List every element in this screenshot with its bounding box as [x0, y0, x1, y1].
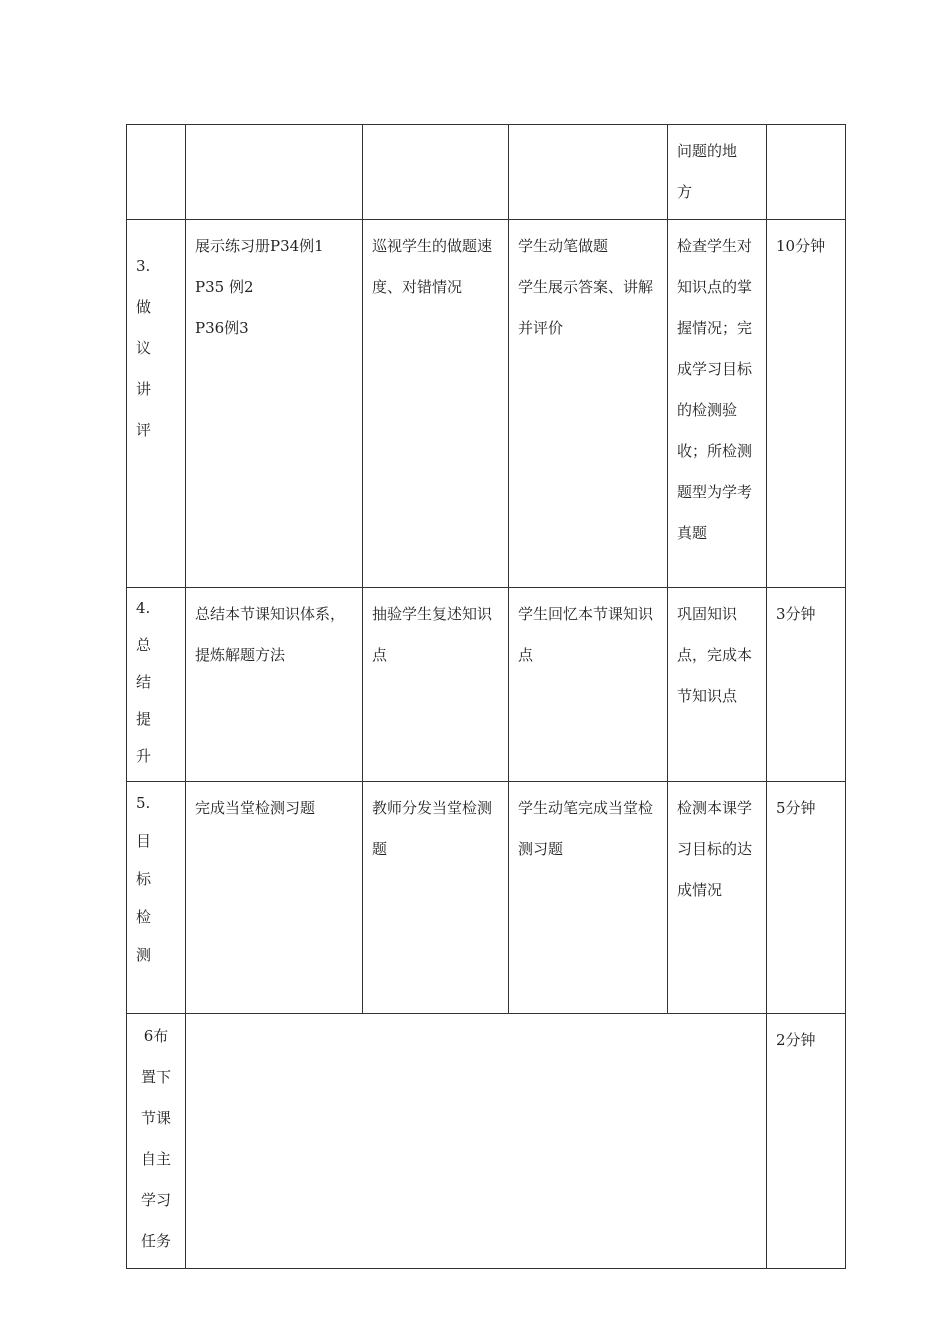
merged-empty-cell [186, 1014, 767, 1269]
content-cell: 展示练习册P34例1 P35 例2 P36例3 [186, 220, 363, 588]
teacher-activity-cell: 抽验学生复述知识点 [363, 588, 509, 782]
table-row [127, 220, 846, 588]
time-cell: 10分钟 [767, 220, 846, 588]
table-row [127, 125, 846, 220]
stage-cell: 3. 做 议 讲 评 [127, 220, 186, 588]
student-activity-cell: 学生动笔做题 学生展示答案、讲解并评价 [509, 220, 668, 588]
time-cell: 2分钟 [767, 1014, 846, 1269]
time-cell: 3分钟 [767, 588, 846, 782]
student-activity-cell [509, 125, 668, 220]
table-row [127, 588, 846, 782]
stage-cell: 4. 总 结 提 升 [127, 588, 186, 782]
content-cell: 总结本节课知识体系，提炼解题方法 [186, 588, 363, 782]
teacher-activity-cell: 教师分发当堂检测题 [363, 782, 509, 1014]
stage-cell: 6布 置下 节课 自主 学习 任务 [127, 1014, 186, 1269]
goal-cell: 检测本课学习目标的达成情况 [668, 782, 767, 1014]
student-activity-cell: 学生回忆本节课知识点 [509, 588, 668, 782]
goal-cell: 检查学生对知识点的掌握情况；完成学习目标的检测验收；所检测题型为学考真题 [668, 220, 767, 588]
teacher-activity-cell: 巡视学生的做题速度、对错情况 [363, 220, 509, 588]
teacher-activity-cell [363, 125, 509, 220]
stage-cell: 5. 目 标 检 测 [127, 782, 186, 1014]
stage-cell [127, 125, 186, 220]
time-cell [767, 125, 846, 220]
content-cell: 完成当堂检测习题 [186, 782, 363, 1014]
lesson-plan-table [126, 124, 846, 1269]
time-cell: 5分钟 [767, 782, 846, 1014]
student-activity-cell: 学生动笔完成当堂检测习题 [509, 782, 668, 1014]
table-row [127, 782, 846, 1014]
table-row [127, 1014, 846, 1269]
goal-cell: 问题的地 方 [668, 125, 767, 220]
content-cell [186, 125, 363, 220]
goal-cell: 巩固知识点，完成本节知识点 [668, 588, 767, 782]
